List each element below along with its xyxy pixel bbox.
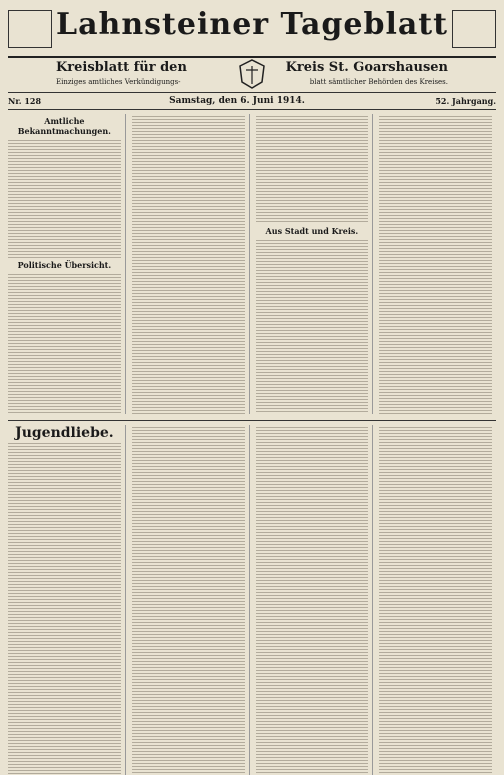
- subhead: [8, 58, 496, 93]
- bottom-columns: [8, 425, 496, 775]
- text-block: [8, 272, 121, 414]
- dateline: [8, 93, 496, 110]
- issue-number: Nr. 128: [8, 96, 42, 106]
- masthead-left-box: [8, 10, 52, 48]
- column-4: [379, 114, 496, 414]
- subhead-right: Kreis St. Goarshausen: [285, 60, 448, 75]
- text-block: [132, 425, 245, 775]
- text-block: [379, 425, 492, 775]
- masthead: [8, 6, 496, 58]
- subhead-left: Kreisblatt für den: [56, 60, 187, 75]
- subhead-left-small: Einziges amtliches Verkündigungs-: [56, 78, 181, 86]
- volume: 52. Jahrgang.: [435, 96, 496, 106]
- column-1: [8, 114, 126, 414]
- column-2: [132, 114, 250, 414]
- section-politics: Politische Übersicht.: [17, 260, 112, 270]
- column-7: [379, 425, 496, 775]
- section-local: Aus Stadt und Kreis.: [265, 226, 359, 236]
- text-block: [8, 441, 121, 775]
- text-block: [256, 238, 369, 414]
- subhead-right-small: blatt sämtlicher Behörden des Kreises.: [309, 78, 448, 86]
- text-block: [8, 138, 121, 258]
- section-official: Amtliche Bekanntmachungen.: [17, 116, 111, 136]
- text-block: [379, 114, 492, 414]
- feuilleton-title: Jugendliebe.: [15, 425, 114, 441]
- column-3: [256, 114, 374, 414]
- column-6: [256, 425, 374, 775]
- masthead-right-box: [452, 10, 496, 48]
- divider: [8, 420, 496, 421]
- column-5: [132, 425, 250, 775]
- subhead-small: [56, 78, 448, 86]
- text-block: [256, 114, 369, 224]
- text-block: [256, 425, 369, 775]
- issue-date: Samstag, den 6. Juni 1914.: [169, 96, 305, 106]
- newspaper-title: Lahnsteiner Tageblatt: [56, 7, 449, 42]
- feuilleton-column: [8, 425, 126, 775]
- top-columns: [8, 114, 496, 414]
- text-block: [132, 114, 245, 414]
